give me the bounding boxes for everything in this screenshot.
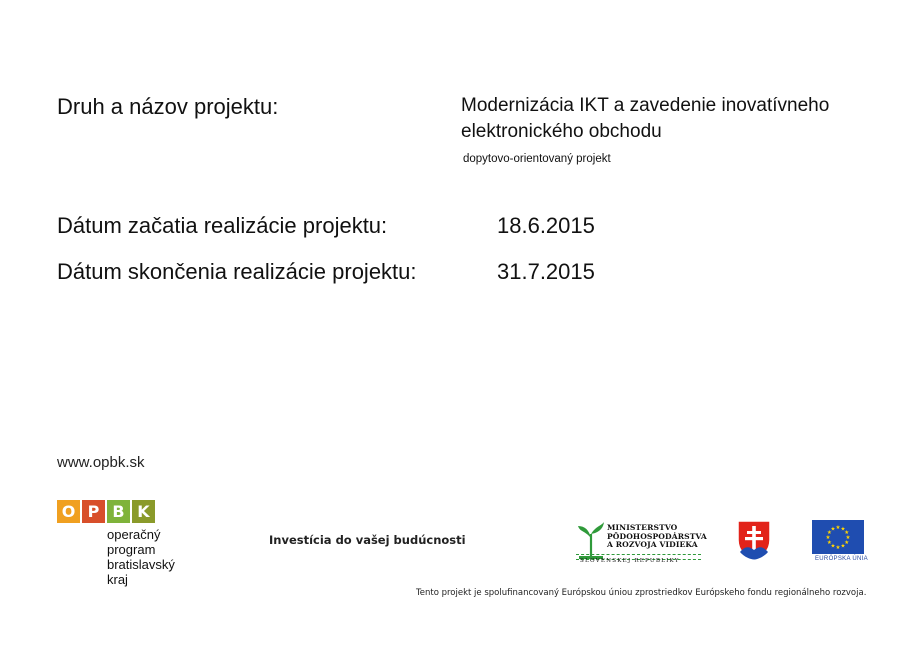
eu-star-icon: ★ [825, 535, 831, 541]
ministry-name [607, 524, 707, 550]
eu-star-icon: ★ [840, 526, 846, 533]
eu-star-icon: ★ [830, 543, 836, 550]
eu-star-icon: ★ [835, 545, 841, 551]
slovak-coat-of-arms-icon [737, 520, 771, 565]
opbk-line-3: bratislavský [107, 557, 175, 572]
opbk-logo [57, 500, 155, 523]
ministry-line-3: A ROZVOJA VIDIEKA [607, 540, 698, 549]
ministry-logo [576, 520, 706, 564]
website-link[interactable]: www.opbk.sk [57, 454, 145, 471]
eu-flag-icon [812, 520, 864, 559]
eu-star-icon: ★ [845, 535, 851, 541]
project-name-line-1: Modernizácia IKT a zavedenie inovatívneho [461, 95, 830, 116]
project-name [461, 93, 901, 145]
eu-star-icon: ★ [835, 525, 841, 531]
eu-star-icon: ★ [844, 540, 850, 546]
eu-star-icon: ★ [826, 540, 832, 546]
eu-star-icon: ★ [830, 526, 836, 533]
slogan: Investícia do vašej budúcnosti [269, 533, 466, 547]
opbk-letter-o: O [57, 500, 80, 523]
project-name-label: Druh a názov projektu: [57, 94, 279, 119]
start-date-label: Dátum začatia realizácie projektu: [57, 213, 388, 238]
end-date-label: Dátum skončenia realizácie projektu: [57, 259, 417, 284]
start-date-value: 18.6.2015 [497, 213, 595, 238]
eu-star-icon: ★ [826, 530, 832, 536]
opbk-logo-text [107, 527, 175, 587]
opbk-line-1: operačný [107, 527, 161, 542]
opbk-line-4: kraj [107, 572, 128, 587]
eu-star-icon: ★ [840, 543, 846, 550]
eu-label: EURÓPSKA ÚNIA [815, 556, 868, 562]
ministry-line-2: PÔDOHOSPODÁRSTVA [607, 531, 707, 541]
opbk-letter-b: B [107, 500, 130, 523]
project-type-note: dopytovo-orientovaný projekt [463, 153, 611, 165]
opbk-letter-k: K [132, 500, 155, 523]
ministry-line-4: SLOVENSKEJ REPUBLIKY [580, 558, 680, 564]
end-date-value: 31.7.2015 [497, 259, 595, 284]
cofinancing-note: Tento projekt je spolufinancovaný Európskou úniou zprostriedkov Európskeho fondu regionálneho rozvoja. [416, 588, 867, 598]
opbk-letter-p: P [82, 500, 105, 523]
opbk-logo-letters [57, 500, 155, 523]
eu-star-icon: ★ [844, 530, 850, 536]
project-name-line-2: elektronického obchodu [461, 121, 662, 142]
ministry-line-1: MINISTERSTVO [607, 523, 678, 532]
opbk-line-2: program [107, 542, 156, 557]
